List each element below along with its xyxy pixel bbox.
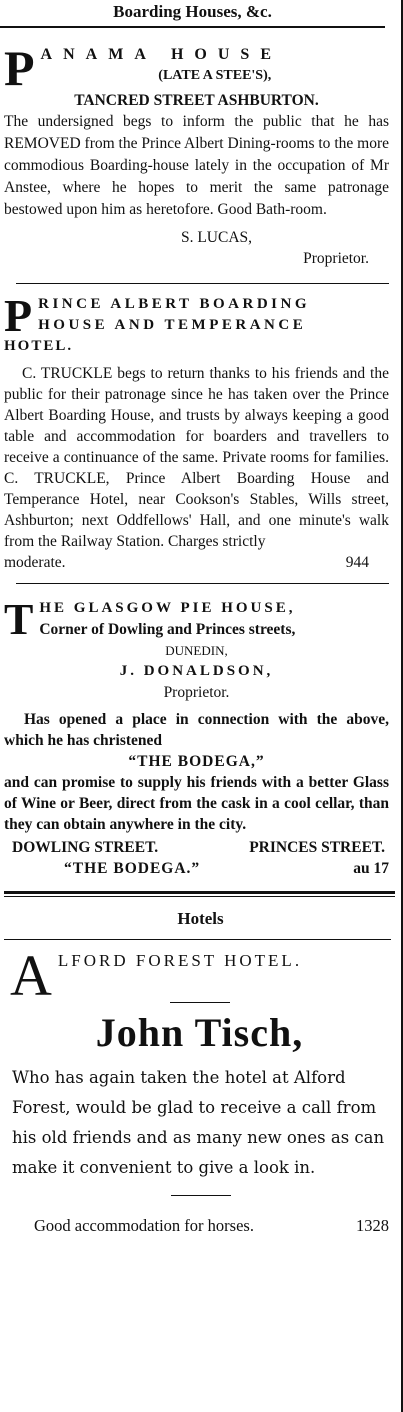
ad-signer: S. LUCAS, (180, 229, 253, 246)
divider (4, 939, 391, 940)
ad-city: DUNEDIN, (165, 643, 228, 658)
ad-ref: 1328 (356, 1216, 389, 1235)
ad-last-line: moderate. (4, 554, 66, 571)
ad-ref: au 17 (353, 860, 389, 877)
ad-body: Who has again taken the hotel at Alford Forest, would be glad to receive a call from his old friends and as many new ones as can make it convenient to give a look in. (12, 1068, 385, 1177)
ad-footer (4, 552, 389, 573)
ad-heading: LFORD FOREST HOTEL. (57, 951, 303, 970)
dropcap: P (4, 40, 35, 96)
divider (16, 283, 389, 284)
dropcap: T (4, 595, 34, 644)
ad-quote: “THE BODEGA,” (128, 753, 265, 770)
ad-role: Proprietor. (163, 684, 230, 701)
short-rule (170, 1002, 230, 1003)
ad-subheading: (LATE A STEE'S), (158, 68, 272, 83)
ad-heading-line3: HOTEL. (4, 338, 74, 354)
ad-body: C. TRUCKLE begs to return thanks to his friends and the public for their patronage since he has taken over the Prince Albert Boarding House, and trusts by always keeping a good table and accommodation for boarders and travellers to receive a continuance of the same. Private rooms for families. C. TRUCKLE, Prince Albert Boarding House and Temperance Hotel, near Cookson's Stables, Wills street, Ashburton; next Oddfellows' Hall, and one minute's walk from the Railway Station. Charges strictly (4, 365, 389, 550)
divider-thin (4, 896, 395, 897)
ad-body2: and can promise to supply his friends with a better Glass of Wine or Beer, direct from the cask in a cool cellar, than they can obtain anywhere in the city. (4, 774, 389, 833)
dropcap: P (4, 290, 33, 341)
short-rule (171, 1195, 231, 1196)
section-header: Boarding Houses, &c. (0, 0, 385, 28)
ad-body: The undersigned begs to inform the public that he has REMOVED from the Prince Albert Dining-rooms to the more commodious Boarding-house lately in the occupation of Mr Anstee, where he hopes to merit the same patronage bestowed upon him as heretofore. Good Bath-room. (4, 113, 389, 218)
ad-footer-text: Good accommodation for horses. (34, 1216, 254, 1235)
street-right: PRINCES STREET. (249, 839, 385, 856)
ad-footer (0, 1216, 401, 1236)
ad-panama-house (0, 40, 401, 269)
ad-body1: Has opened a place in connection with the above, which he has christened (4, 711, 389, 749)
ad-streets (4, 837, 389, 858)
divider (16, 583, 389, 584)
ad-address-line: Corner of Dowling and Princes streets, (39, 621, 296, 638)
ad-role: Proprietor. (303, 250, 369, 267)
divider-thick (4, 891, 395, 894)
ad-footer (4, 858, 389, 879)
ad-heading: HE GLASGOW PIE HOUSE, (39, 600, 296, 616)
ad-name: J. DONALDSON, (119, 663, 274, 679)
ad-ref: 944 (345, 554, 369, 571)
dropcap: A (10, 943, 52, 1008)
ad-proprietor: John Tisch, (95, 1010, 304, 1055)
ad-heading-line1: RINCE ALBERT BOARDING (38, 296, 311, 312)
ad-heading: ANAMA HOUSE (40, 46, 282, 63)
ad-glasgow-pie-house (0, 595, 401, 879)
ad-footer-quote: “THE BODEGA.” (64, 860, 201, 877)
ad-prince-albert (0, 290, 401, 573)
ad-address: TANCRED STREET ASHBURTON. (74, 92, 319, 109)
ad-alford-forest-hotel (0, 943, 401, 1059)
section-title-hotels: Hotels (177, 909, 224, 928)
street-left: DOWLING STREET. (12, 839, 159, 856)
ad-heading-line2: HOUSE AND TEMPERANCE (38, 317, 307, 333)
